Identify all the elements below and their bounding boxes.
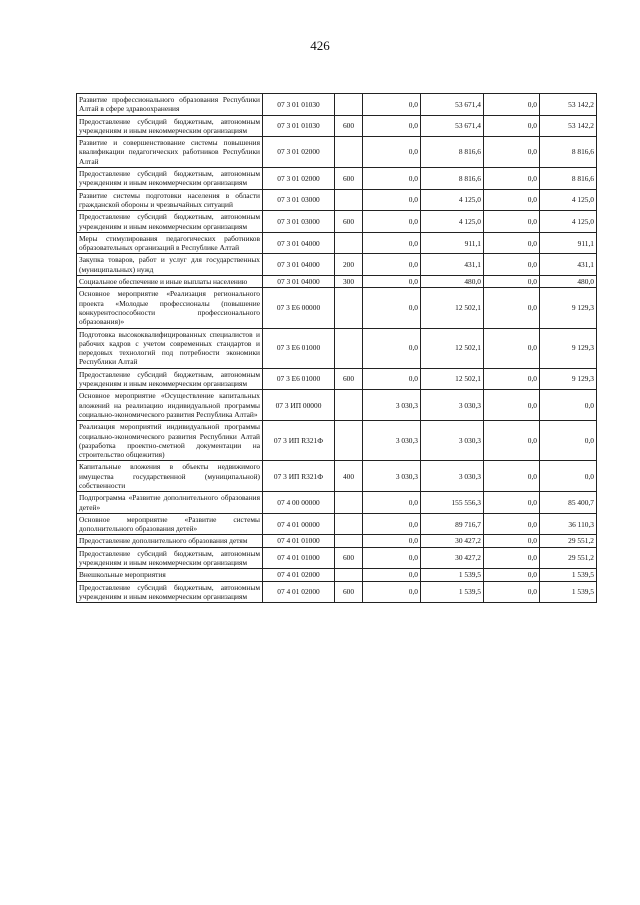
amount-col-3-cell: 0,0 <box>484 189 540 211</box>
amount-col-2-cell: 8 816,6 <box>421 137 484 168</box>
expense-type-cell <box>335 94 363 116</box>
expense-type-cell: 600 <box>335 168 363 190</box>
expense-type-cell <box>335 232 363 254</box>
amount-col-1-cell: 0,0 <box>363 189 421 211</box>
expense-name-cell: Капитальные вложения в объекты недвижимого имущества государственной (муниципальной) собственности <box>77 461 263 492</box>
table-row <box>77 254 597 276</box>
expense-type-cell <box>335 535 363 547</box>
target-code-cell: 07 3 01 04000 <box>263 276 335 288</box>
expense-name-cell: Социальное обеспечение и иные выплаты населению <box>77 276 263 288</box>
target-code-cell: 07 4 00 00000 <box>263 492 335 514</box>
target-code-cell: 07 3 E6 01000 <box>263 368 335 390</box>
amount-col-3-cell: 0,0 <box>484 368 540 390</box>
target-code-cell: 07 4 01 02000 <box>263 581 335 603</box>
budget-table-body <box>77 94 597 603</box>
table-row <box>77 581 597 603</box>
amount-col-2-cell: 53 671,4 <box>421 115 484 137</box>
amount-col-3-cell: 0,0 <box>484 513 540 535</box>
amount-col-3-cell: 0,0 <box>484 390 540 421</box>
expense-type-cell: 600 <box>335 115 363 137</box>
amount-col-1-cell: 0,0 <box>363 276 421 288</box>
target-code-cell: 07 3 01 02000 <box>263 137 335 168</box>
table-row <box>77 168 597 190</box>
target-code-cell: 07 4 01 01000 <box>263 547 335 569</box>
expense-type-cell <box>335 288 363 328</box>
expense-name-cell: Предоставление субсидий бюджетным, автономным учреждениям и иным некоммерческим организациям <box>77 168 263 190</box>
amount-col-2-cell: 30 427,2 <box>421 547 484 569</box>
expense-type-cell <box>335 569 363 581</box>
amount-col-2-cell: 4 125,0 <box>421 189 484 211</box>
amount-col-1-cell: 0,0 <box>363 569 421 581</box>
expense-type-cell <box>335 328 363 368</box>
target-code-cell: 07 3 01 03000 <box>263 211 335 233</box>
amount-col-1-cell: 3 030,3 <box>363 421 421 461</box>
amount-col-3-cell: 0,0 <box>484 168 540 190</box>
amount-col-2-cell: 911,1 <box>421 232 484 254</box>
table-row <box>77 390 597 421</box>
table-row <box>77 547 597 569</box>
expense-type-cell: 200 <box>335 254 363 276</box>
amount-col-3-cell: 0,0 <box>484 569 540 581</box>
expense-name-cell: Подготовка высококвалифицированных специалистов и рабочих кадров с учетом современных стандартов и передовых технологий под потребности экономики Республики Алтай <box>77 328 263 368</box>
expense-type-cell: 400 <box>335 461 363 492</box>
target-code-cell: 07 4 01 01000 <box>263 535 335 547</box>
amount-col-1-cell: 0,0 <box>363 211 421 233</box>
expense-name-cell: Предоставление субсидий бюджетным, автономным учреждениям и иным некоммерческим организациям <box>77 581 263 603</box>
table-row <box>77 513 597 535</box>
target-code-cell: 07 3 01 03000 <box>263 189 335 211</box>
expense-name-cell: Развитие и совершенствование системы повышения квалификации педагогических работников Республики Алтай <box>77 137 263 168</box>
expense-type-cell <box>335 421 363 461</box>
amount-col-3-cell: 0,0 <box>484 137 540 168</box>
expense-type-cell: 300 <box>335 276 363 288</box>
table-row <box>77 492 597 514</box>
table-row <box>77 232 597 254</box>
expense-type-cell <box>335 189 363 211</box>
amount-col-4-cell: 8 816,6 <box>540 168 597 190</box>
amount-col-4-cell: 4 125,0 <box>540 189 597 211</box>
amount-col-4-cell: 8 816,6 <box>540 137 597 168</box>
amount-col-1-cell: 0,0 <box>363 168 421 190</box>
table-row <box>77 137 597 168</box>
target-code-cell: 07 3 ИП R321Ф <box>263 461 335 492</box>
amount-col-4-cell: 0,0 <box>540 461 597 492</box>
expense-name-cell: Предоставление субсидий бюджетным, автономным учреждениям и иным некоммерческим организациям <box>77 368 263 390</box>
amount-col-2-cell: 1 539,5 <box>421 569 484 581</box>
expense-name-cell: Развитие профессионального образования Республики Алтай в сфере здравоохранения <box>77 94 263 116</box>
amount-col-4-cell: 0,0 <box>540 421 597 461</box>
target-code-cell: 07 3 ИП 00000 <box>263 390 335 421</box>
amount-col-2-cell: 53 671,4 <box>421 94 484 116</box>
expense-name-cell: Внешкольные мероприятия <box>77 569 263 581</box>
amount-col-4-cell: 53 142,2 <box>540 94 597 116</box>
amount-col-3-cell: 0,0 <box>484 421 540 461</box>
amount-col-2-cell: 12 502,1 <box>421 368 484 390</box>
amount-col-1-cell: 0,0 <box>363 115 421 137</box>
amount-col-4-cell: 53 142,2 <box>540 115 597 137</box>
table-row <box>77 328 597 368</box>
expense-name-cell: Предоставление субсидий бюджетным, автономным учреждениям и иным некоммерческим организациям <box>77 115 263 137</box>
expense-name-cell: Основное мероприятие «Развитие системы дополнительного образования детей» <box>77 513 263 535</box>
amount-col-1-cell: 0,0 <box>363 492 421 514</box>
amount-col-2-cell: 4 125,0 <box>421 211 484 233</box>
amount-col-2-cell: 12 502,1 <box>421 288 484 328</box>
amount-col-2-cell: 30 427,2 <box>421 535 484 547</box>
amount-col-3-cell: 0,0 <box>484 232 540 254</box>
table-row <box>77 421 597 461</box>
expense-type-cell: 600 <box>335 581 363 603</box>
table-row <box>77 368 597 390</box>
amount-col-1-cell: 3 030,3 <box>363 461 421 492</box>
table-row <box>77 461 597 492</box>
amount-col-4-cell: 9 129,3 <box>540 288 597 328</box>
amount-col-4-cell: 911,1 <box>540 232 597 254</box>
page-number: 426 <box>310 38 330 53</box>
table-row <box>77 535 597 547</box>
amount-col-1-cell: 0,0 <box>363 94 421 116</box>
amount-col-1-cell: 0,0 <box>363 232 421 254</box>
amount-col-1-cell: 0,0 <box>363 137 421 168</box>
amount-col-2-cell: 12 502,1 <box>421 328 484 368</box>
amount-col-3-cell: 0,0 <box>484 547 540 569</box>
expense-type-cell: 600 <box>335 211 363 233</box>
amount-col-3-cell: 0,0 <box>484 328 540 368</box>
expense-type-cell <box>335 513 363 535</box>
amount-col-3-cell: 0,0 <box>484 94 540 116</box>
amount-col-4-cell: 4 125,0 <box>540 211 597 233</box>
amount-col-2-cell: 155 556,3 <box>421 492 484 514</box>
table-row <box>77 569 597 581</box>
table-row <box>77 94 597 116</box>
amount-col-3-cell: 0,0 <box>484 254 540 276</box>
amount-col-2-cell: 89 716,7 <box>421 513 484 535</box>
amount-col-4-cell: 29 551,2 <box>540 535 597 547</box>
amount-col-2-cell: 1 539,5 <box>421 581 484 603</box>
amount-col-3-cell: 0,0 <box>484 115 540 137</box>
amount-col-4-cell: 431,1 <box>540 254 597 276</box>
table-row <box>77 189 597 211</box>
amount-col-1-cell: 0,0 <box>363 368 421 390</box>
amount-col-4-cell: 1 539,5 <box>540 581 597 603</box>
target-code-cell: 07 3 01 01030 <box>263 94 335 116</box>
amount-col-1-cell: 0,0 <box>363 328 421 368</box>
table-row <box>77 211 597 233</box>
expense-name-cell: Предоставление дополнительного образования детям <box>77 535 263 547</box>
amount-col-2-cell: 3 030,3 <box>421 461 484 492</box>
budget-table <box>76 93 597 603</box>
expense-type-cell: 600 <box>335 547 363 569</box>
expense-name-cell: Реализация мероприятий индивидуальной программы социально-экономического развития Республики Алтай (разработка проектно-сметной документации на строительство общежития) <box>77 421 263 461</box>
target-code-cell: 07 3 01 04000 <box>263 254 335 276</box>
amount-col-4-cell: 36 110,3 <box>540 513 597 535</box>
expense-type-cell <box>335 492 363 514</box>
amount-col-4-cell: 1 539,5 <box>540 569 597 581</box>
amount-col-4-cell: 85 400,7 <box>540 492 597 514</box>
amount-col-1-cell: 0,0 <box>363 513 421 535</box>
amount-col-1-cell: 0,0 <box>363 535 421 547</box>
amount-col-4-cell: 0,0 <box>540 390 597 421</box>
amount-col-2-cell: 431,1 <box>421 254 484 276</box>
target-code-cell: 07 4 01 02000 <box>263 569 335 581</box>
amount-col-3-cell: 0,0 <box>484 288 540 328</box>
amount-col-3-cell: 0,0 <box>484 492 540 514</box>
expense-name-cell: Развитие системы подготовки населения в области гражданской обороны и чрезвычайных ситуаций <box>77 189 263 211</box>
target-code-cell: 07 3 E6 01000 <box>263 328 335 368</box>
target-code-cell: 07 4 01 00000 <box>263 513 335 535</box>
amount-col-4-cell: 9 129,3 <box>540 368 597 390</box>
target-code-cell: 07 3 E6 00000 <box>263 288 335 328</box>
amount-col-1-cell: 0,0 <box>363 547 421 569</box>
expense-name-cell: Основное мероприятие «Осуществление капитальных вложений на реализацию индивидуальной программы социально-экономического развития Республика Алтай» <box>77 390 263 421</box>
target-code-cell: 07 3 01 01030 <box>263 115 335 137</box>
amount-col-3-cell: 0,0 <box>484 211 540 233</box>
amount-col-2-cell: 3 030,3 <box>421 421 484 461</box>
target-code-cell: 07 3 ИП R321Ф <box>263 421 335 461</box>
amount-col-4-cell: 9 129,3 <box>540 328 597 368</box>
expense-type-cell <box>335 390 363 421</box>
expense-name-cell: Предоставление субсидий бюджетным, автономным учреждениям и иным некоммерческим организациям <box>77 211 263 233</box>
table-row <box>77 276 597 288</box>
amount-col-2-cell: 3 030,3 <box>421 390 484 421</box>
amount-col-1-cell: 3 030,3 <box>363 390 421 421</box>
target-code-cell: 07 3 01 04000 <box>263 232 335 254</box>
amount-col-1-cell: 0,0 <box>363 581 421 603</box>
target-code-cell: 07 3 01 02000 <box>263 168 335 190</box>
amount-col-2-cell: 480,0 <box>421 276 484 288</box>
table-row <box>77 115 597 137</box>
amount-col-2-cell: 8 816,6 <box>421 168 484 190</box>
amount-col-3-cell: 0,0 <box>484 535 540 547</box>
expense-name-cell: Предоставление субсидий бюджетным, автономным учреждениям и иным некоммерческим организациям <box>77 547 263 569</box>
amount-col-4-cell: 29 551,2 <box>540 547 597 569</box>
amount-col-1-cell: 0,0 <box>363 288 421 328</box>
expense-type-cell <box>335 137 363 168</box>
amount-col-3-cell: 0,0 <box>484 461 540 492</box>
expense-name-cell: Основное мероприятие «Реализация регионального проекта «Молодые профессионалы (повышение конкурентоспособности профессионального образования)» <box>77 288 263 328</box>
amount-col-1-cell: 0,0 <box>363 254 421 276</box>
expense-type-cell: 600 <box>335 368 363 390</box>
table-row <box>77 288 597 328</box>
expense-name-cell: Закупка товаров, работ и услуг для государственных (муниципальных) нужд <box>77 254 263 276</box>
expense-name-cell: Меры стимулирования педагогических работников образовательных организаций в Республике Алтай <box>77 232 263 254</box>
amount-col-3-cell: 0,0 <box>484 581 540 603</box>
expense-name-cell: Подпрограмма «Развитие дополнительного образования детей» <box>77 492 263 514</box>
amount-col-3-cell: 0,0 <box>484 276 540 288</box>
amount-col-4-cell: 480,0 <box>540 276 597 288</box>
